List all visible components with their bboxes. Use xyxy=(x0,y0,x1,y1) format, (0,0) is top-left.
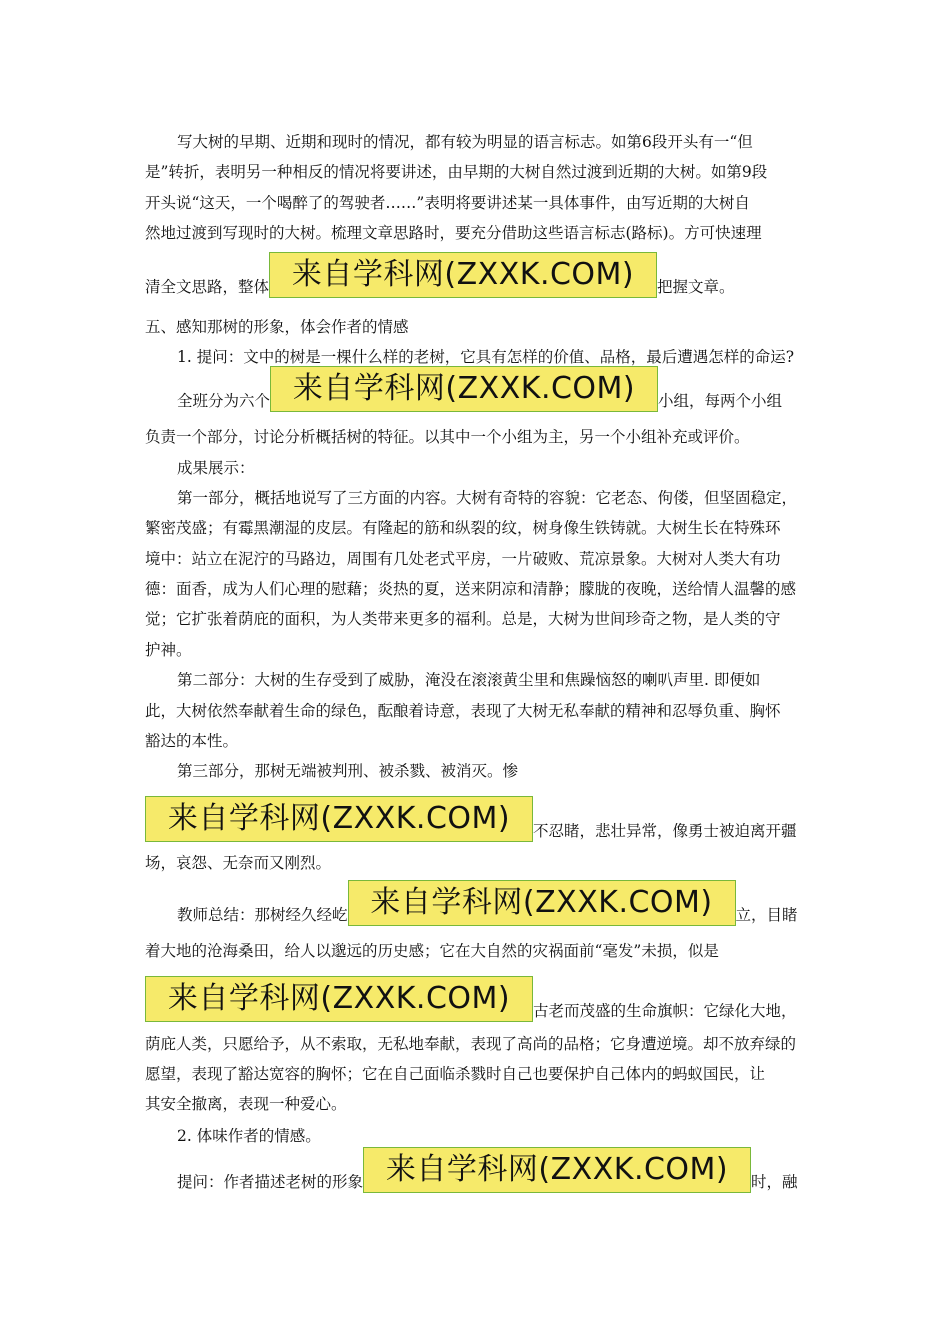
part2-line-3: 豁达的本性。 xyxy=(145,732,239,750)
watermark-banner: 来自学科网(ZXXK.COM) xyxy=(145,796,533,842)
part1-line-4: 德：面香，成为人们心理的慰藉；炎热的夏，送来阴凉和清静；朦胧的夜晚，送给情人温馨的感 xyxy=(145,580,797,598)
part2-line-2: 此，大树依然奉献着生命的绿色，酝酿着诗意，表现了大树无私奉献的精神和忍辱负重、胸怀 xyxy=(145,702,781,720)
part3-line-2-text: 不忍睹，悲壮异常，像勇士被迫离开疆 xyxy=(533,822,797,840)
section-heading: 五、感知那树的形象，体会作者的情感 xyxy=(145,318,409,336)
question-2: 2. 体味作者的情感。 xyxy=(177,1127,321,1145)
watermark-banner: 来自学科网(ZXXK.COM) xyxy=(348,880,736,926)
part1-line-6: 护神。 xyxy=(145,641,192,659)
summary-line-3-text: 古老而茂盛的生命旗帜：它绿化大地， xyxy=(533,1002,797,1020)
summary-line-4: 荫庇人类，只愿给予，从不索取，无私地奉献，表现了高尚的品格；它身遭逆境。却不放弃绿的 xyxy=(145,1035,797,1053)
group-line-2: 负责一个部分，讨论分析概括树的特征。以其中一个小组为主，另一个小组补充或评价。 xyxy=(145,428,750,446)
summary-line-6: 其安全撤离，表现一种爱心。 xyxy=(145,1095,347,1113)
summary-line-5: 愿望，表现了豁达宽容的胸怀；它在自己面临杀戮时自己也要保护自己体内的蚂蚁国民，让 xyxy=(145,1065,766,1083)
summary-line-3 xyxy=(145,976,797,1022)
ask-line-1 xyxy=(177,1147,798,1193)
watermark-banner: 来自学科网(ZXXK.COM) xyxy=(269,252,657,298)
ask-line-1-text-b: 时，融 xyxy=(751,1173,798,1191)
p1-line-1: 写大树的早期、近期和现时的情况，都有较为明显的语言标志。如第6段开头有一“但 xyxy=(177,133,753,151)
watermark-banner: 来自学科网(ZXXK.COM) xyxy=(270,366,658,412)
watermark-banner: 来自学科网(ZXXK.COM) xyxy=(363,1147,751,1193)
p1-line-2: 是”转折，表明另一种相反的情况将要讲述，由早期的大树自然过渡到近期的大树。如第9段 xyxy=(145,163,768,181)
p1-line-5-text-a: 清全文思路，整体 xyxy=(145,278,270,296)
p1-line-5 xyxy=(145,252,735,298)
part2-line-1: 第二部分：大树的生存受到了威胁，淹没在滚滚黄尘里和焦躁恼怒的喇叭声里. 即便如 xyxy=(177,671,761,689)
part3-line-2 xyxy=(145,796,797,842)
summary-line-1 xyxy=(177,880,798,926)
part1-line-1: 第一部分，概括地说写了三方面的内容。大树有奇特的容貌：它老态、佝偻，但坚固稳定， xyxy=(177,489,798,507)
summary-line-1-text-b: 立，目睹 xyxy=(735,906,798,924)
group-line-1-text-a: 全班分为六个 xyxy=(177,392,271,410)
part1-line-3: 境中：站立在泥泞的马路边，周围有几处老式平房，一片破败、荒凉景象。大树对人类大有功 xyxy=(145,550,781,568)
part3-line-1: 第三部分，那树无端被判刑、被杀戮、被消灭。惨 xyxy=(177,762,519,780)
group-line-1 xyxy=(177,366,782,412)
watermark-banner: 来自学科网(ZXXK.COM) xyxy=(145,976,533,1022)
group-line-1-text-b: 小组，每两个小组 xyxy=(658,392,783,410)
summary-line-2: 着大地的沧海桑田，给人以邈远的历史感；它在大自然的灾祸面前“毫发”未损，似是 xyxy=(145,942,719,960)
question-1: 1. 提问：文中的树是一棵什么样的老树，它具有怎样的价值、品格，最后遭遇怎样的命运? xyxy=(177,348,795,366)
summary-line-1-text-a: 教师总结：那树经久经屹 xyxy=(177,906,348,924)
part3-line-3: 场，哀怨、无奈而又刚烈。 xyxy=(145,854,332,872)
part1-line-2: 繁密茂盛；有霉黑潮湿的皮层。有隆起的筋和纵裂的纹，树身像生铁铸就。大树生长在特殊环 xyxy=(145,519,781,537)
result-label: 成果展示： xyxy=(177,459,255,477)
part1-line-5: 觉；它扩张着荫庇的面积，为人类带来更多的福利。总是，大树为世间珍奇之物，是人类的守 xyxy=(145,610,781,628)
p1-line-4: 然地过渡到写现时的大树。梳理文章思路时，要充分借助这些语言标志(路标)。方可快速理 xyxy=(145,224,762,242)
p1-line-5-text-b: 把握文章。 xyxy=(657,278,735,296)
p1-line-3: 开头说“这天，一个喝醉了的驾驶者……”表明将要讲述某一具体事件，由写近期的大树自 xyxy=(145,194,750,212)
ask-line-1-text-a: 提问：作者描述老树的形象 xyxy=(177,1173,364,1191)
